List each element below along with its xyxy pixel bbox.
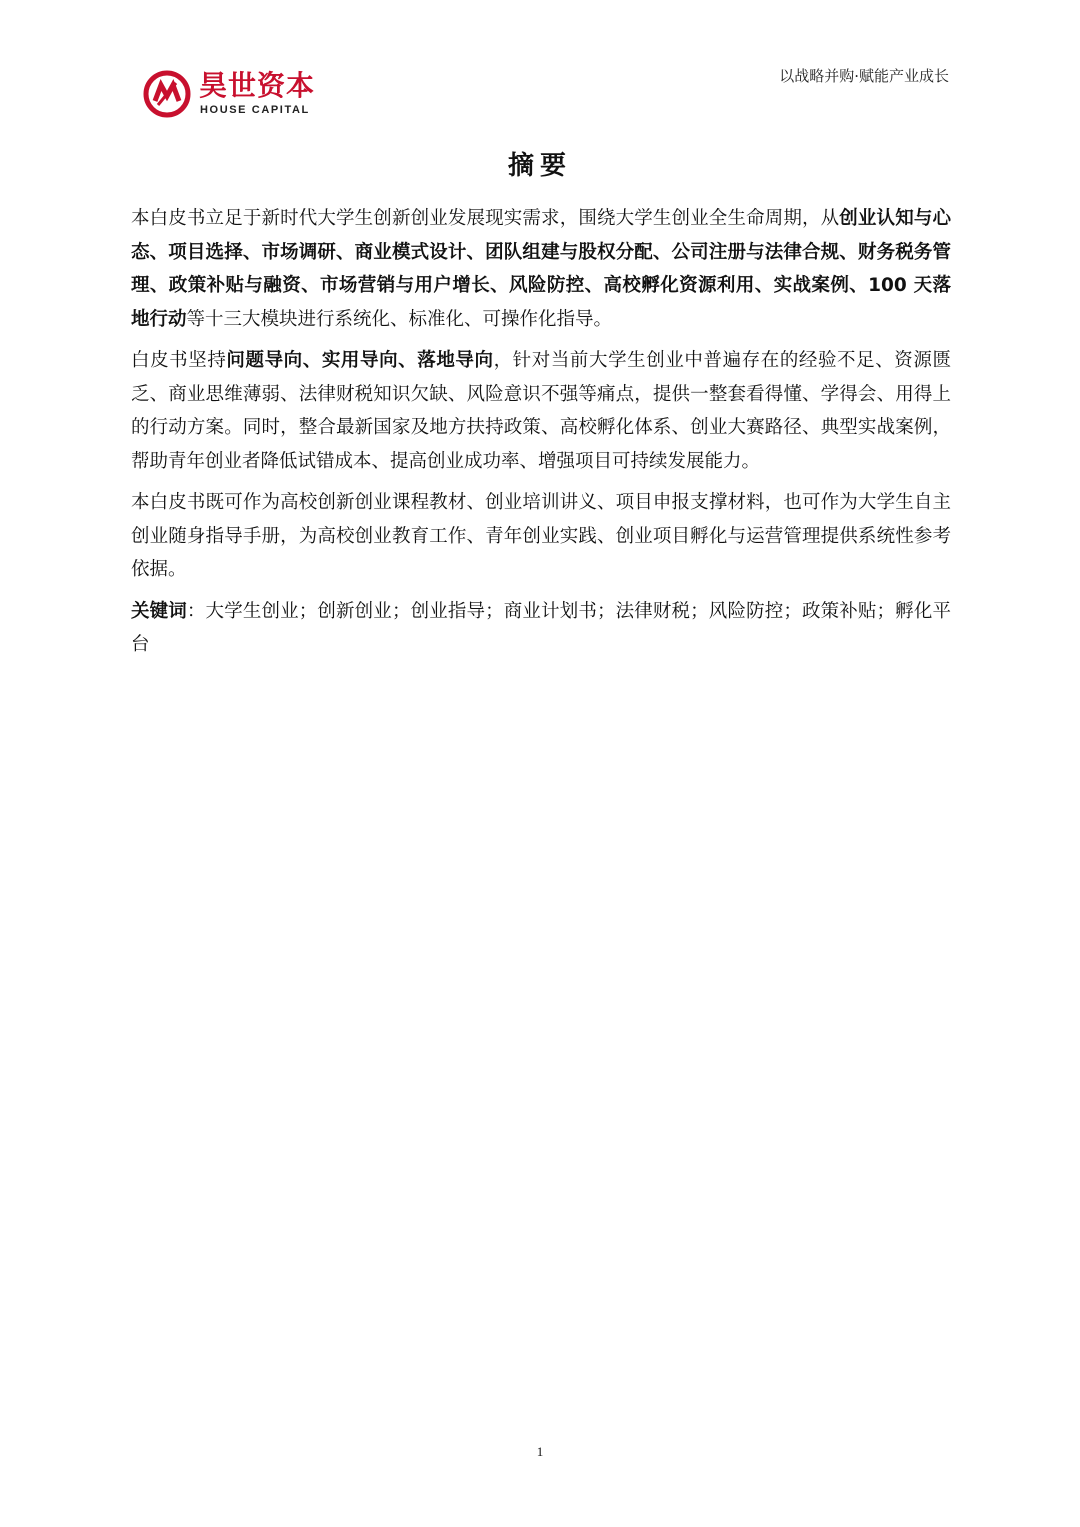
paragraph-1-text-2: 等十三大模块进行系统化、标准化、可操作化指导。: [186, 308, 613, 330]
keywords-text: ：大学生创业；创新创业；创业指导；商业计划书；法律财税；风险防控；政策补贴；孵化平台: [131, 600, 951, 655]
paragraph-2-text-2: ，针对当前大学生创业中普遍存在的经验不足、资源匮乏、商业思维薄弱、法律财税知识欠缺、风险意识不强等痛点，提供一整套看得懂、学得会、用得上的行动方案。同时，整合最新国家及地方扶持政策、高校孵化体系、创业大赛路径、典型实战案例，帮助青年创业者降低试错成本、提高创业成功率、增强项目可持续发展能力。: [131, 350, 951, 472]
paragraph-1-bold: 创业认知与心态、项目选择、市场调研、商业模式设计、团队组建与股权分配、公司注册与法律合规、财务税务管理、政策补贴与融资、市场营销与用户增长、风险防控、高校孵化资源利用、实战案例、100 天落地行动: [131, 208, 951, 330]
abstract-body: [131, 202, 951, 670]
paragraph-2-text-1: 白皮书坚持: [131, 350, 227, 371]
paragraph-2-bold: 问题导向、实用导向、落地导向: [226, 350, 494, 371]
paragraph-1-text-1: 本白皮书立足于新时代大学生创新创业发展现实需求，围绕大学生创业全生命周期，从: [131, 208, 840, 229]
paragraph-1: [131, 202, 951, 336]
logo-mark-icon: [143, 70, 191, 118]
paragraph-3: 本白皮书既可作为高校创新创业课程教材、创业培训讲义、项目申报支撑材料，也可作为大学生自主创业随身指导手册，为高校创业教育工作、青年创业实践、创业项目孵化与运营管理提供系统性参考依据。: [131, 492, 951, 580]
logo-chinese-name: 昊世资本: [199, 69, 316, 102]
keywords-label: 关键词: [131, 600, 187, 622]
page-number: 1: [536, 1444, 544, 1459]
company-logo: [143, 70, 323, 120]
header-tagline: 以战略并购·赋能产业成长: [779, 67, 949, 85]
paragraph-2: [131, 344, 951, 478]
logo-english-name: HOUSE CAPITAL: [200, 104, 310, 116]
keywords: [131, 595, 951, 662]
page-title: 摘要: [507, 151, 572, 181]
